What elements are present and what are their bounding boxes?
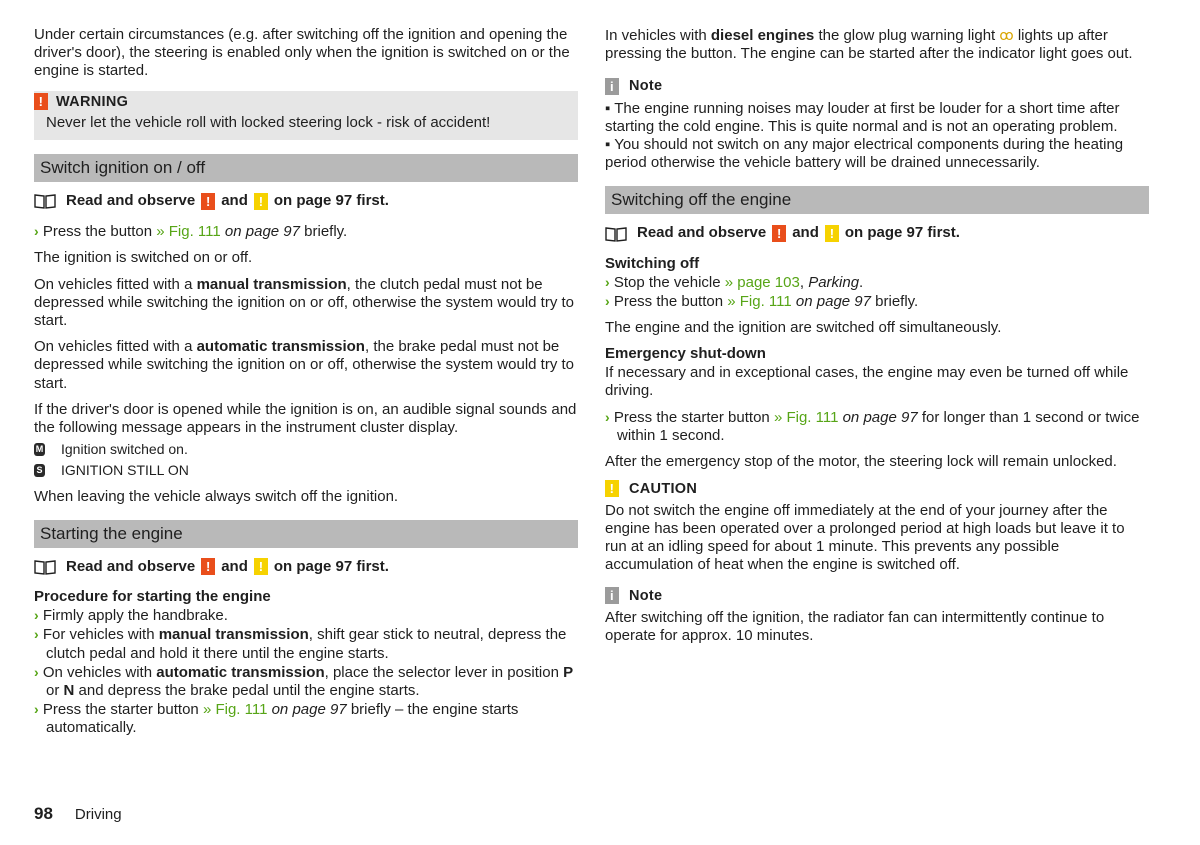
emergency-subhead: Emergency shut-down bbox=[605, 345, 766, 363]
paragraph: After the emergency stop of the motor, the steering lock will remain unlocked. bbox=[605, 453, 1117, 471]
page-ref: on page 97 bbox=[271, 701, 347, 719]
warning-title-row bbox=[34, 93, 566, 111]
step-text: For vehicles with bbox=[42, 626, 155, 644]
step-text: briefly. bbox=[304, 223, 348, 241]
warning-icon: ! bbox=[201, 558, 215, 575]
step-arrow-icon: › bbox=[34, 607, 39, 624]
intro-paragraph: Under certain circumstances (e.g. after switching off the ignition and opening the driver's door), the steering is enabled only when the ignition is switched on or the engine is started. bbox=[34, 26, 570, 80]
caution-title: CAUTION bbox=[629, 480, 698, 497]
step-text: Press the starter button bbox=[42, 701, 199, 719]
message-text: IGNITION STILL ON bbox=[61, 462, 189, 479]
note-bullet: ▪ The engine running noises may louder at first be louder for a short time after starting the cold engine. This is quite normal and is not an operating problem. bbox=[605, 99, 1120, 135]
step-text: Firmly apply the handbrake. bbox=[42, 607, 228, 625]
step-text: or bbox=[46, 682, 60, 700]
page-ref: on page 97 bbox=[795, 293, 871, 311]
right-column bbox=[605, 26, 1149, 653]
paragraph: When leaving the vehicle always switch off the ignition. bbox=[34, 487, 399, 505]
message-text: Ignition switched on. bbox=[61, 441, 188, 458]
note-title-row bbox=[605, 77, 1149, 95]
bold-text: automatic transmission bbox=[196, 338, 365, 356]
section-heading-ignition: Switch ignition on / off bbox=[34, 154, 578, 182]
paragraph: If the driver's door is opened while the ignition is on, an audible signal sounds and the following message appears in the instrument cluster display. bbox=[34, 400, 577, 437]
book-icon bbox=[34, 559, 56, 575]
step-text: Press the starter button bbox=[613, 409, 770, 427]
step-text: briefly – the engine starts automatically. bbox=[46, 701, 519, 737]
note-title-row bbox=[605, 587, 1149, 605]
page-number: 98 bbox=[34, 804, 53, 823]
text: , the clutch pedal must not be depressed while switching the ignition on or off, otherwise the system would try to start. bbox=[34, 275, 574, 330]
read-observe-text: Read and observe bbox=[66, 557, 196, 575]
step-item bbox=[34, 222, 578, 241]
read-observe-line bbox=[605, 224, 1149, 242]
message-s bbox=[34, 461, 578, 479]
caution-icon: ! bbox=[254, 193, 268, 210]
step-arrow-icon: › bbox=[34, 663, 39, 680]
figure-link[interactable]: » Fig. 111 bbox=[727, 293, 792, 311]
section-heading-switching-off: Switching off the engine bbox=[605, 186, 1149, 214]
paragraph: If necessary and in exceptional cases, the engine may even be turned off while driving. bbox=[605, 363, 1129, 399]
step-text: Press the button bbox=[613, 293, 724, 311]
page-ref: on page 97 bbox=[224, 223, 300, 241]
note-title: Note bbox=[629, 78, 663, 95]
page-ref: on page 97 bbox=[842, 409, 918, 427]
bold-text: diesel engines bbox=[710, 27, 815, 44]
text: , the brake pedal must not be depressed while switching the ignition on or off, otherwise the system would try to start. bbox=[34, 338, 574, 392]
step-text: and depress the brake pedal until the engine starts. bbox=[78, 682, 420, 700]
step-item bbox=[34, 700, 578, 737]
step-arrow-icon: › bbox=[34, 223, 39, 240]
page-link[interactable]: » page 103 bbox=[724, 273, 800, 291]
diesel-paragraph bbox=[605, 26, 1149, 63]
note-text: After switching off the ignition, the radiator fan can intermittently continue to operate for approx. 10 minutes. bbox=[605, 608, 1105, 645]
paragraph: The ignition is switched on or off. bbox=[34, 249, 253, 267]
italic-text: Parking bbox=[808, 273, 860, 291]
step-item: › Stop the vehicle » page 103, Parking. bbox=[605, 273, 864, 291]
step-text: , shift gear stick to neutral, depress the clutch pedal and hold it there until the engine starts. bbox=[46, 626, 567, 662]
read-observe-line bbox=[34, 192, 578, 210]
caution-text: Do not switch the engine off immediately at the end of your journey after the engine has been operated over a prolonged period at high loads but leave it to run at an idling speed for about 1 minute. This prevents any possible accumulation of heat when the engine is switched off. bbox=[605, 501, 1125, 574]
warning-box bbox=[34, 91, 578, 140]
step-text: On vehicles with bbox=[42, 663, 153, 681]
and-text: and bbox=[221, 557, 248, 575]
footer-section-name: Driving bbox=[74, 806, 122, 823]
caution-icon: ! bbox=[825, 225, 839, 242]
m-badge-icon: M bbox=[35, 443, 44, 454]
warning-icon: ! bbox=[772, 225, 786, 242]
warning-icon: ! bbox=[201, 193, 215, 210]
step-text: for longer than 1 second or twice within 1 second. bbox=[617, 409, 1140, 445]
s-badge-icon: S bbox=[34, 464, 45, 477]
glow-plug-icon: ꝏ bbox=[999, 27, 1014, 43]
read-observe-text: Read and observe bbox=[637, 224, 767, 242]
note-icon: i bbox=[605, 587, 619, 604]
paragraph-automatic bbox=[34, 338, 578, 393]
note-bullet: ▪ You should not switch on any major electrical components during the heating period otherwise the vehicle battery will be drained unnecessarily. bbox=[605, 136, 1124, 172]
warning-title: WARNING bbox=[56, 93, 129, 110]
switching-off-subhead: Switching off bbox=[605, 254, 700, 272]
read-observe-line bbox=[34, 558, 578, 576]
book-icon bbox=[605, 226, 627, 242]
text: On vehicles fitted with a bbox=[34, 275, 193, 293]
read-observe-text: Read and observe bbox=[66, 192, 196, 210]
page-footer bbox=[34, 805, 122, 824]
paragraph: The engine and the ignition are switched off simultaneously. bbox=[605, 319, 1002, 337]
step-item bbox=[34, 625, 578, 662]
figure-link[interactable]: » Fig. 111 bbox=[773, 409, 839, 427]
figure-link[interactable]: » Fig. 111 bbox=[202, 701, 268, 719]
step-arrow-icon: › bbox=[34, 626, 39, 643]
bold-text: manual transmission bbox=[158, 626, 309, 644]
and-text: and bbox=[792, 224, 819, 242]
text: the glow plug warning light bbox=[818, 27, 996, 44]
bold-text: automatic transmission bbox=[156, 663, 325, 681]
step-arrow-icon: › bbox=[605, 293, 610, 310]
step-text: Stop the vehicle bbox=[613, 273, 721, 291]
caution-title-row bbox=[605, 480, 1149, 498]
paragraph-manual bbox=[34, 276, 578, 331]
text: lights up after pressing the button. The engine can be started after the indicator light goes out. bbox=[605, 27, 1133, 63]
warning-text: Never let the vehicle roll with locked steering lock - risk of accident! bbox=[46, 113, 491, 131]
page-ref-text: on page 97 first. bbox=[273, 192, 389, 210]
step-item bbox=[34, 663, 578, 700]
step-text: briefly. bbox=[875, 293, 919, 311]
bold-text: P bbox=[563, 663, 574, 681]
warning-icon: ! bbox=[34, 93, 48, 110]
message-m bbox=[34, 440, 578, 458]
step-item bbox=[605, 408, 1149, 445]
step-text: , place the selector lever in position bbox=[324, 663, 559, 681]
caution-icon: ! bbox=[254, 558, 268, 575]
book-icon bbox=[34, 193, 56, 209]
step-arrow-icon: › bbox=[605, 409, 610, 426]
step-text: Press the button bbox=[42, 223, 153, 241]
caution-icon: ! bbox=[605, 480, 619, 497]
text: On vehicles fitted with a bbox=[34, 338, 193, 356]
bold-text: N bbox=[63, 682, 75, 700]
section-heading-starting: Starting the engine bbox=[34, 520, 578, 548]
and-text: and bbox=[221, 192, 248, 210]
note-icon: i bbox=[605, 78, 619, 95]
note-title: Note bbox=[629, 587, 663, 604]
bold-text: manual transmission bbox=[196, 275, 347, 293]
figure-link[interactable]: » Fig. 111 bbox=[156, 223, 221, 241]
procedure-subhead: Procedure for starting the engine bbox=[34, 588, 271, 606]
step-arrow-icon: › bbox=[34, 701, 39, 718]
text: In vehicles with bbox=[605, 27, 707, 44]
left-column bbox=[34, 26, 578, 738]
step-arrow-icon: › bbox=[605, 273, 610, 290]
step-item bbox=[34, 606, 578, 625]
page-ref-text: on page 97 first. bbox=[844, 224, 960, 242]
step-item bbox=[605, 292, 1149, 311]
page-ref-text: on page 97 first. bbox=[273, 557, 389, 575]
